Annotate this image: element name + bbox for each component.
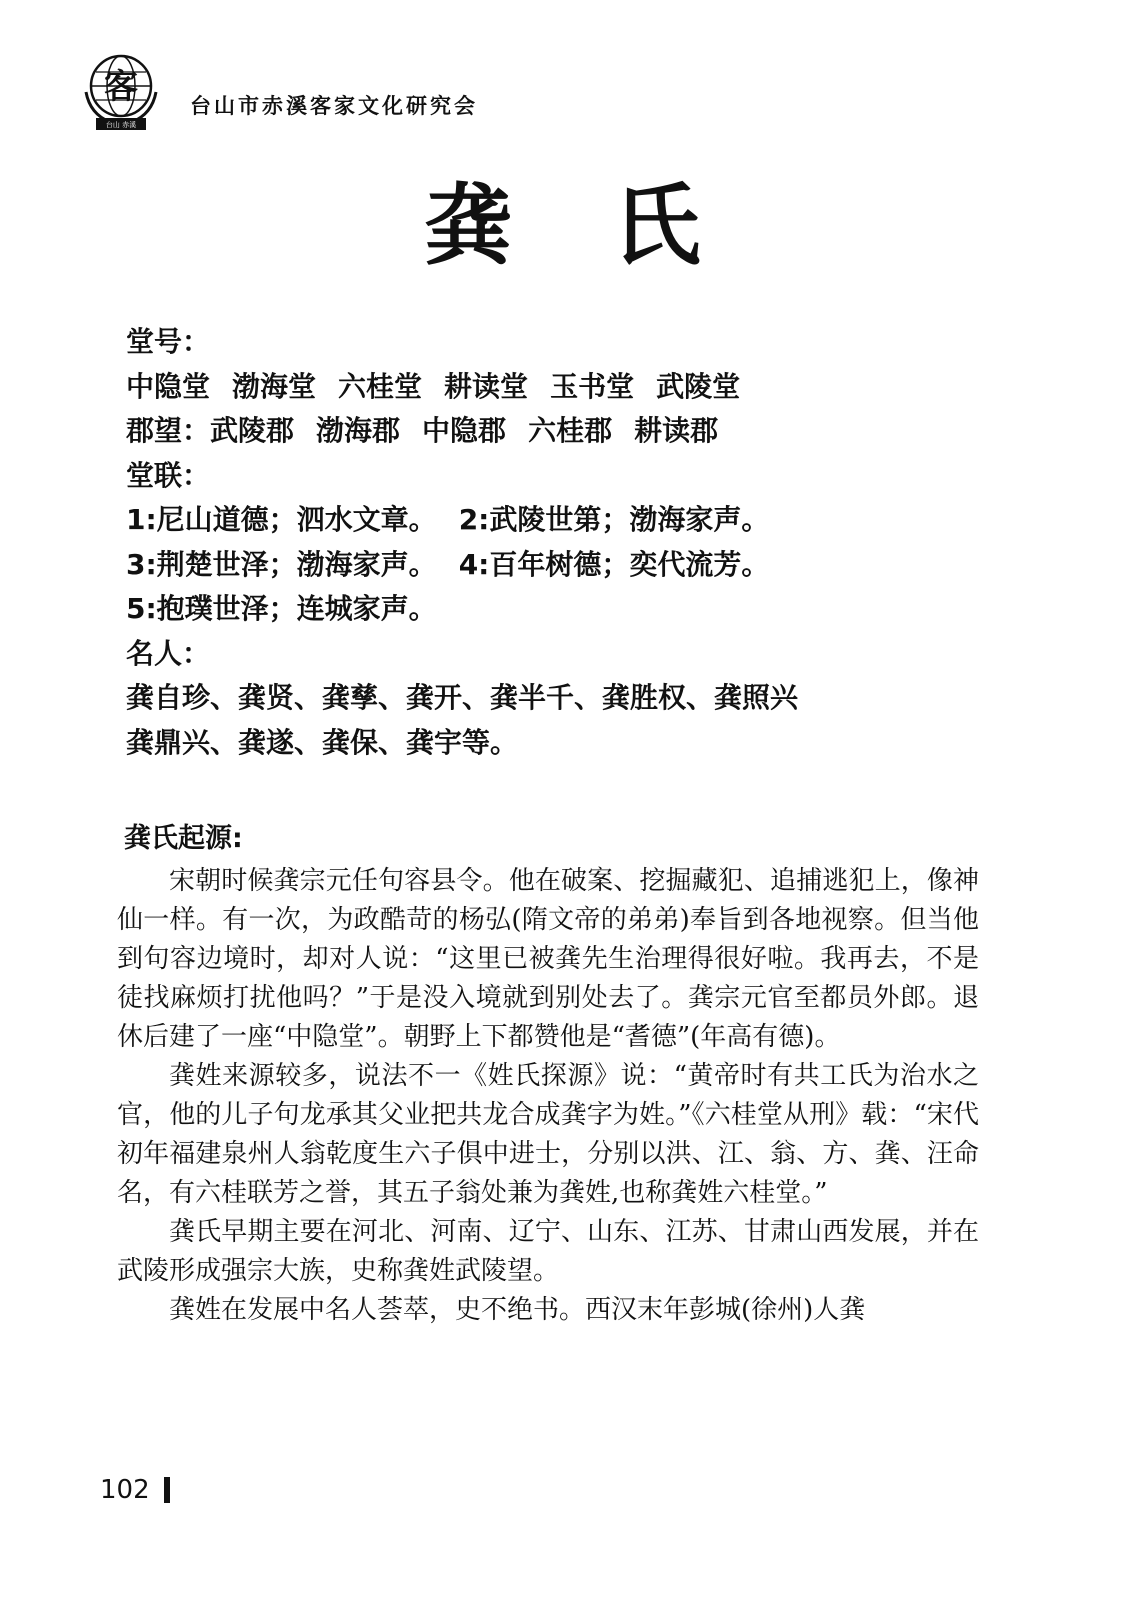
couplet: 3:荆楚世泽；渤海家声。 bbox=[126, 547, 437, 581]
tanghao-item: 渤海堂 bbox=[232, 369, 317, 403]
couplet-row bbox=[126, 498, 1026, 543]
couplet-row bbox=[126, 587, 1026, 632]
junwang-row bbox=[126, 409, 1026, 454]
page-footer bbox=[100, 1472, 170, 1508]
junwang-item: 耕读郡 bbox=[634, 414, 719, 447]
mingren-label: 名人： bbox=[126, 636, 211, 670]
junwang-item: 渤海郡 bbox=[316, 414, 401, 447]
couplet: 4:百年树德；奕代流芳。 bbox=[458, 547, 770, 581]
mingren-line: 龚自珍、龚贤、龚孳、龚开、龚半千、龚胜权、龚照兴 bbox=[126, 681, 799, 714]
junwang-label: 郡望： bbox=[126, 414, 211, 447]
page-title: 龚氏 bbox=[424, 173, 801, 277]
tanghao-list bbox=[126, 365, 1026, 410]
page-marker-bar bbox=[164, 1477, 170, 1503]
tanghao-item: 六桂堂 bbox=[338, 369, 423, 403]
tanghao-label: 堂号： bbox=[126, 325, 211, 358]
tanghao-item: 玉书堂 bbox=[550, 369, 635, 403]
tanghao-item: 中隐堂 bbox=[126, 369, 211, 403]
junwang-item: 武陵郡 bbox=[210, 414, 295, 447]
origin-heading: 龚氏起源: bbox=[124, 823, 243, 854]
tanglian-label: 堂联： bbox=[126, 458, 211, 492]
association-emblem-icon bbox=[80, 52, 162, 134]
paragraph: 宋朝时候龚宗元任句容县令。他在破案、挖掘藏犯、追捕逃犯上，像神仙一样。有一次，为政酷苛的杨弘(隋文帝的弟弟)奉旨到各地视察。但当他到句容边境时，却对人说：“这里已被龚先生治理得很好啦。我再去，不是徒找麻烦打扰他吗？”于是没入境就到别处去了。龚宗元官至都员外郎。退休后建了一座“中隐堂”。朝野上下都赞他是“耆德”(年高有德)。 bbox=[117, 866, 979, 1052]
tanghao-item: 耕读堂 bbox=[444, 369, 529, 403]
paragraph: 龚姓在发展中名人荟萃，史不绝书。西汉末年彭城(徐州)人龚 bbox=[169, 1295, 866, 1325]
organization-name: 台山市赤溪客家文化研究会 bbox=[190, 93, 478, 118]
junwang-item: 六桂郡 bbox=[528, 414, 613, 447]
surname-info bbox=[126, 320, 1026, 765]
mingren-line: 龚鼎兴、龚遂、龚保、龚宇等。 bbox=[126, 725, 519, 759]
page-header bbox=[80, 52, 980, 142]
paragraph: 龚姓来源较多，说法不一《姓氏探源》说：“黄帝时有共工氏为治水之官，他的儿子句龙承其父业把共龙合成龚字为姓。”《六桂堂从刑》载：“宋代初年福建泉州人翁乾度生六子俱中进士，分别以洪、江、翁、方、龚、汪命名，有六桂联芳之誉，其五子翁处兼为龚姓,也称龚姓六桂堂。” bbox=[117, 1061, 979, 1208]
junwang-item: 中隐郡 bbox=[422, 414, 507, 447]
couplet-row bbox=[126, 543, 1026, 588]
emblem-char: 客 bbox=[104, 67, 138, 107]
origin-body bbox=[117, 862, 979, 1330]
paragraph: 龚氏早期主要在河北、河南、辽宁、山东、江苏、甘肃山西发展，并在武陵形成强宗大族，史称龚姓武陵望。 bbox=[117, 1217, 979, 1286]
tanghao-item: 武陵堂 bbox=[656, 369, 741, 403]
emblem-caption: 台山 赤溪 bbox=[105, 121, 137, 129]
couplet: 5:抱璞世泽；连城家声。 bbox=[126, 592, 437, 625]
couplet: 1:尼山道德；泗水文章。 bbox=[126, 503, 437, 536]
page-number: 102 bbox=[100, 1475, 150, 1505]
couplet: 2:武陵世第；渤海家声。 bbox=[458, 503, 770, 536]
